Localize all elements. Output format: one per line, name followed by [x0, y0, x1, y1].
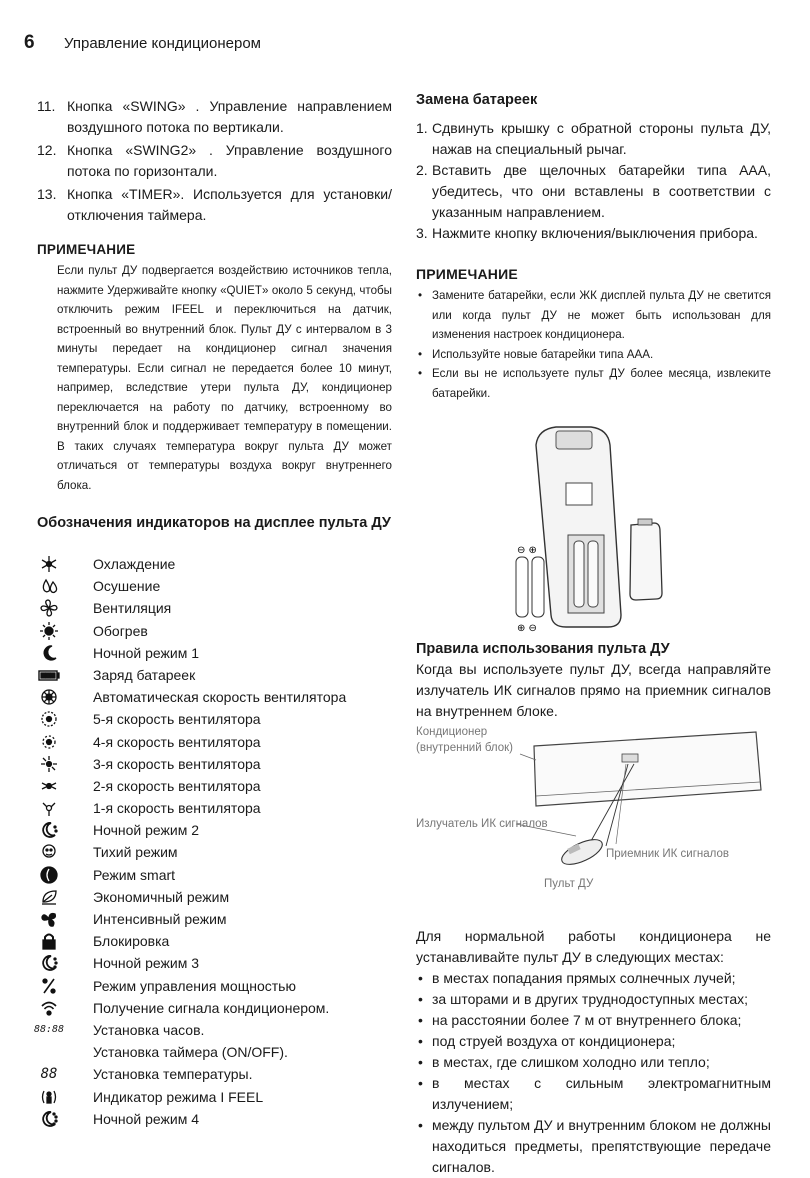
indicator-item [37, 997, 392, 1019]
indicator-item [37, 975, 392, 997]
list-item: • Используйте новые батарейки типа AAA. [416, 345, 771, 365]
indicator-item [37, 1086, 392, 1108]
placement-list [416, 968, 771, 1178]
indicator-item [37, 620, 392, 642]
list-item [37, 184, 392, 226]
indicator-item [37, 731, 392, 753]
list-item: • за шторами и в других труднодоступных местах; [416, 989, 771, 1010]
indicator-label: 2-я скорость вентилятора [93, 777, 261, 794]
indicators-list [33, 553, 392, 1130]
page-number: 6 [24, 32, 35, 53]
list-item: • в местах с сильным электромагнитным излучением; [416, 1073, 771, 1115]
indicator-label: Ночной режим 2 [93, 822, 200, 839]
item-number: 11. [37, 98, 56, 114]
snowflake-icon [37, 555, 61, 573]
list-item: • между пультом ДУ и внутренним блоком не должны находиться предметы, препятствующие передаче сигналов. [416, 1115, 771, 1178]
list-item [416, 223, 771, 244]
clock-digits-icon [33, 1021, 65, 1039]
indicator-label: Ночной режим 1 [93, 644, 200, 661]
indicator-label: Вентиляция [93, 600, 172, 617]
list-item: • в местах попадания прямых солнечных лучей; [416, 968, 771, 989]
item-number: 12. [37, 142, 57, 158]
indicator-label: 3-я скорость вентилятора [93, 755, 261, 772]
indicator-item [37, 575, 392, 597]
usage-heading: Правила использования пульта ДУ [416, 641, 670, 657]
emitter-label: Излучатель ИК сигналов [416, 818, 548, 830]
moon-2-icon [37, 821, 61, 839]
indicator-item [37, 642, 392, 664]
indicator-label: Ночной режим 4 [93, 1110, 200, 1127]
indicator-label: Получение сигнала кондиционером. [93, 999, 330, 1016]
fan-speed-4-icon [37, 733, 61, 751]
indicator-label: Интенсивный режим [93, 911, 227, 927]
indicator-item [37, 908, 392, 930]
battery-icon [37, 666, 61, 684]
fan-speed-2-icon [37, 777, 61, 795]
item-text: Сдвинуть крышку с обратной стороны пульта ДУ, нажав на специальный рычаг. [432, 120, 771, 157]
indicator-item [37, 930, 392, 952]
indicators-heading: Обозначения индикаторов на дисплее пульта ДУ [37, 515, 391, 531]
item-number: 3. [416, 225, 428, 241]
list-item: • в местах, где слишком холодно или тепло; [416, 1052, 771, 1073]
left-column [33, 96, 392, 1130]
remote-label: Пульт ДУ [544, 878, 594, 890]
remote-battery-image [416, 415, 771, 635]
item-number: 2. [416, 162, 428, 178]
indicator-label: Осушение [93, 578, 161, 595]
indicator-item [37, 753, 392, 775]
svg-text:⊖ ⊕: ⊖ ⊕ [517, 545, 537, 556]
indicator-label: Режим smart [93, 866, 176, 883]
list-item: • Если вы не используете пульт ДУ более месяца, извлеките батарейки. [416, 364, 771, 403]
fan-speed-1-icon [37, 799, 61, 817]
indicator-label: 4-я скорость вентилятора [93, 733, 261, 750]
indicator-item [37, 841, 392, 863]
drop-icon [37, 577, 61, 595]
fan-auto-icon [37, 688, 61, 706]
indoor-unit-label: Кондиционер (внутренний блок) [416, 726, 514, 754]
indicator-item [37, 864, 392, 886]
indicator-item [37, 1108, 392, 1130]
page-title: Управление кондиционером [64, 35, 261, 52]
indicator-label: Экономичный режим [93, 888, 230, 905]
ac-diagram [416, 724, 771, 894]
page-header [0, 32, 810, 62]
indicator-item [37, 1041, 392, 1063]
indicator-label: Заряд батареек [93, 666, 196, 683]
indicator-item [37, 886, 392, 908]
fan-icon [37, 599, 61, 617]
indicator-label: Установка таймера (ON/OFF). [93, 1044, 288, 1061]
lock-icon [37, 932, 61, 950]
indicator-label: Режим управления мощностью [93, 977, 296, 994]
indicator-item [37, 553, 392, 575]
battery-heading: Замена батареек [416, 92, 538, 108]
receiver-label: Приемник ИК сигналов [606, 848, 730, 860]
note-heading: ПРИМЕЧАНИЕ [37, 242, 136, 257]
ifeel-icon [37, 1088, 61, 1106]
temp-digits-icon [37, 1065, 61, 1083]
note-text: Если пульт ДУ подвергается воздействию источников тепла, нажмите Удерживайте кнопку «QUIET» около 5 секунд, чтобы отключить режим IFEEL и переключиться на датчик, встроенный во внутренний блок. Пульт ДУ с интервалом в 3 минуты передает на кондиционер сигнал значения температуры. Если сигнал не передается более 10 минут, например, вследствие утери пульта ДУ, кондиционер переключается на работу по датчику, встроенному во внутренний блок и поддерживает температуру в помещении. В таких случаях температура вокруг пульта ДУ может отличаться от температуры воздуха вокруг внутреннего блока. [57, 264, 392, 492]
indicator-item [37, 708, 392, 730]
indicator-label: Ночной режим 3 [93, 955, 200, 972]
placement-intro: Для нормальной работы кондиционера не устанавливайте пульт ДУ в следующих местах: [416, 928, 771, 965]
signal-icon [37, 999, 61, 1017]
battery-steps [416, 118, 771, 244]
item-text: Нажмите кнопку включения/выключения прибора. [432, 225, 758, 241]
remote-battery-illustration [416, 415, 771, 635]
list-item: • на расстоянии более 7 м от внутреннего блока; [416, 1010, 771, 1031]
indicator-label: 5-я скорость вентилятора [93, 711, 261, 728]
moon-icon [37, 644, 61, 662]
list-item [416, 160, 771, 223]
moon-4-icon [37, 1110, 61, 1128]
item-number: 1. [416, 120, 428, 136]
icon-digits: 88 [40, 1066, 58, 1083]
indicator-label: Тихий режим [93, 844, 178, 861]
list-item: • Замените батарейки, если ЖК дисплей пульта ДУ не светится или когда пульт ДУ не может быть использован для изменения настроек кондиционера. [416, 286, 771, 345]
item-text: Кнопка «SWING2» . Управление воздушного потока по горизонтали. [67, 142, 392, 179]
indicator-item [37, 952, 392, 974]
moon-3-icon [37, 954, 61, 972]
ac-diagram-image [416, 724, 771, 894]
indicator-item [37, 797, 392, 819]
indicator-label: Установка часов. [93, 1021, 205, 1038]
blank-icon-slot [37, 1043, 61, 1061]
usage-intro: Когда вы используете пульт ДУ, всегда направляйте излучатель ИК сигналов прямо на приемник сигналов на внутреннем блоке. [416, 661, 771, 719]
indicator-label: Установка температуры. [93, 1066, 253, 1083]
svg-text:⊕ ⊖: ⊕ ⊖ [517, 623, 537, 634]
item-text: Кнопка «SWING» . Управление направлением воздушного потока по вертикали. [67, 98, 392, 135]
item-number: 13. [37, 186, 57, 202]
indicator-item [37, 1063, 392, 1085]
indicator-item [37, 686, 392, 708]
note-list [416, 286, 771, 403]
indicator-label: Автоматическая скорость вентилятора [93, 689, 347, 706]
eco-icon [37, 888, 61, 906]
percent-icon [37, 977, 61, 995]
item-text: Вставить две щелочных батарейки типа ААА, убедитесь, что они вставлены в соответствии с указанным направлением. [432, 162, 771, 220]
quiet-icon [37, 843, 61, 861]
list-item [37, 96, 392, 138]
turbo-icon [37, 910, 61, 928]
indicator-item [33, 1019, 392, 1041]
icon-digits: 88:88 [33, 1023, 65, 1035]
indicator-item [37, 664, 392, 686]
indicator-label: Охлаждение [93, 556, 176, 572]
fan-speed-3-icon [37, 755, 61, 773]
indicator-label: Обогрев [93, 622, 148, 639]
indicator-label: 1-я скорость вентилятора [93, 800, 261, 817]
fan-speed-5-icon [37, 710, 61, 728]
indicator-label: Индикатор режима I FEEL [93, 1088, 264, 1105]
indicator-item [37, 819, 392, 841]
indicator-label: Блокировка [93, 933, 170, 950]
list-item [37, 140, 392, 182]
note-heading: ПРИМЕЧАНИЕ [416, 266, 518, 282]
indicator-item [37, 597, 392, 619]
list-item [416, 118, 771, 160]
right-column [416, 92, 771, 1178]
list-item: • под струей воздуха от кондиционера; [416, 1031, 771, 1052]
indicator-item [37, 775, 392, 797]
smart-icon [37, 866, 61, 884]
buttons-list [37, 96, 392, 226]
item-text: Кнопка «TIMER». Используется для установки/ отключения таймера. [67, 186, 392, 223]
sun-icon [37, 622, 61, 640]
